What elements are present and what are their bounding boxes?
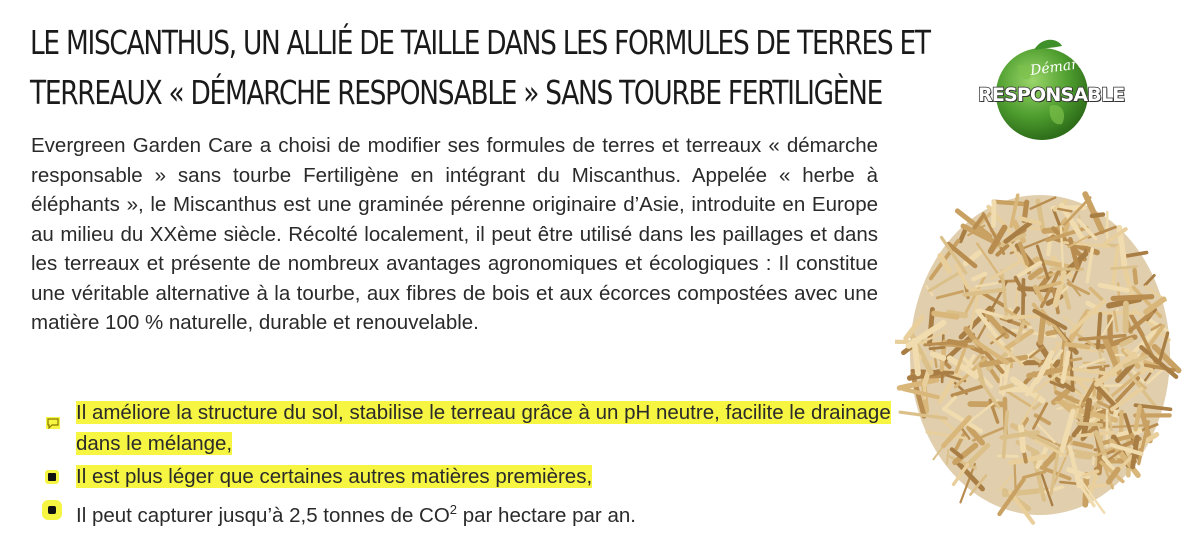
- square-bullet-icon: [48, 473, 56, 481]
- list-item: [42, 494, 892, 531]
- page-title: [30, 18, 930, 118]
- bullet-text-after: par hectare par an.: [457, 503, 636, 527]
- comment-bullet-icon: [46, 407, 58, 419]
- bullet-text: Il améliore la structure du sol, stabilise le terreau grâce à un pH neutre, facilite le drainage dans le mélange,: [76, 401, 891, 455]
- logo-main-text: RESPONSABLE: [978, 84, 1125, 106]
- square-bullet-icon: [48, 506, 56, 514]
- bullet-text: Il est plus léger que certaines autres matières premières,: [76, 465, 593, 488]
- title-line-1: LE MISCANTHUS, UN ALLIÉ DE TAILLE DANS LES FORMULES DE TERRES ET: [30, 23, 930, 62]
- logo-top-text: Démarche: [1029, 53, 1104, 79]
- body-paragraph: Evergreen Garden Care a choisi de modifier ses formules de terres et terreaux « démarche responsable » sans tourbe Fertiligène en intégrant du Miscanthus. Appelée « herbe à éléphants », le Miscanthus est une graminée pérenne originaire d’Asie, introduite en Europe au milieu du XXème siècle. Récolté localement, il peut être utilisé dans les paillages et dans les terreaux et présente de nombreux avantages agronomiques et écologiques : Il constitue une véritable alternative à la tourbe, aux fibres de bois et aux écorces compostées avec une matière 100 % naturelle, durable et renouvelable.: [31, 134, 878, 334]
- bullet-text-before: Il peut capturer jusqu’à 2,5 tonnes de CO: [76, 503, 450, 527]
- benefits-list: [42, 397, 892, 533]
- demarche-responsable-logo: [972, 36, 1125, 146]
- miscanthus-image: [895, 175, 1185, 535]
- co2-superscript: 2: [449, 502, 458, 517]
- title-line-2: TERREAUX « DÉMARCHE RESPONSABLE » SANS TOURBE FERTILIGÈNE: [30, 73, 883, 112]
- list-item: [42, 397, 892, 459]
- list-item: [42, 461, 892, 492]
